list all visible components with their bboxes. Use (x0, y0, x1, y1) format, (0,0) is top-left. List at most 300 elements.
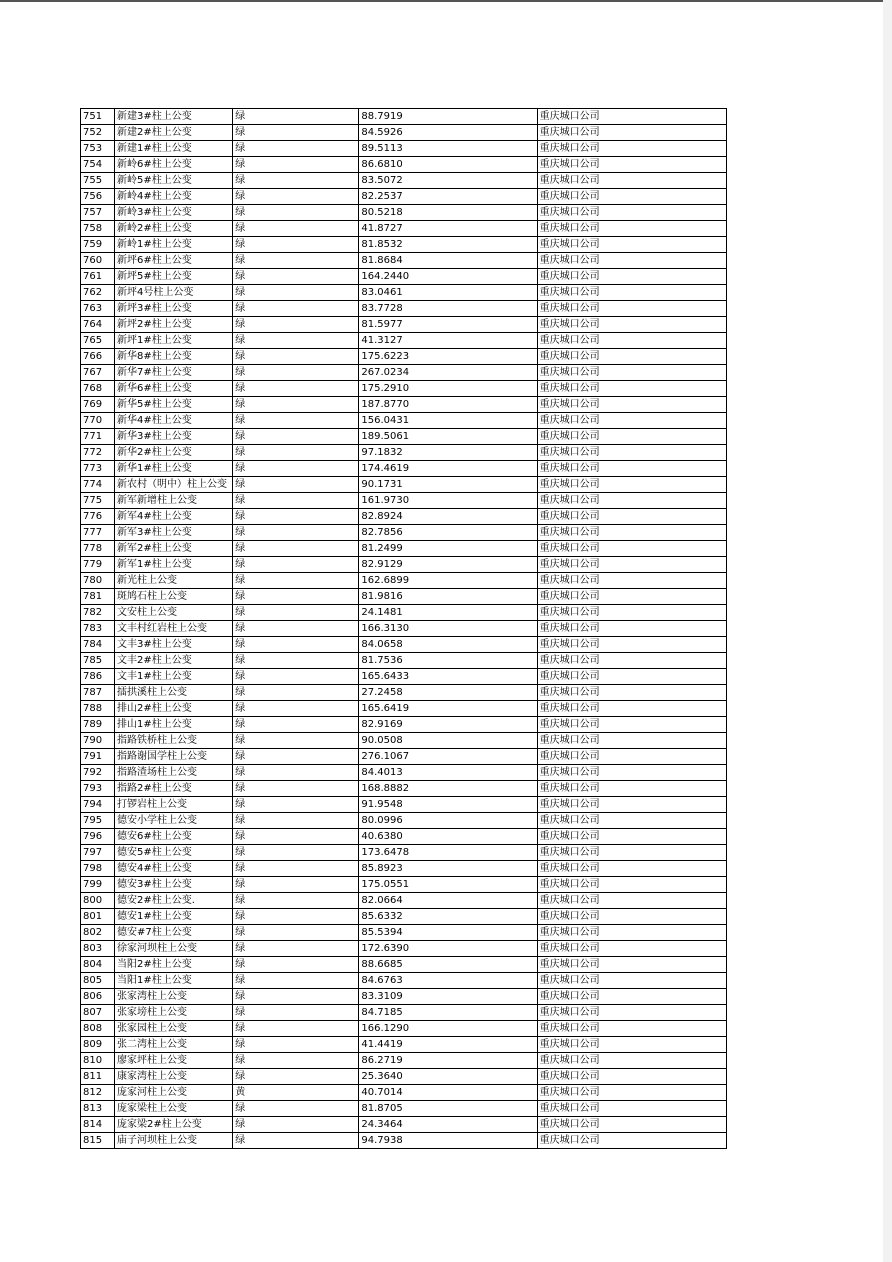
row-number-cell: 806 (81, 989, 115, 1005)
row-number-cell: 759 (81, 237, 115, 253)
company-cell: 重庆城口公司 (537, 685, 726, 701)
company-cell: 重庆城口公司 (537, 173, 726, 189)
row-number-cell: 778 (81, 541, 115, 557)
transformer-name-cell: 德安2#柱上公变. (115, 893, 233, 909)
status-color-cell: 绿 (233, 125, 359, 141)
transformer-name-cell: 文丰村红岩柱上公变 (115, 621, 233, 637)
row-number-cell: 807 (81, 1005, 115, 1021)
row-number-cell: 796 (81, 829, 115, 845)
transformer-name-cell: 文丰3#柱上公变 (115, 637, 233, 653)
company-cell: 重庆城口公司 (537, 669, 726, 685)
company-cell: 重庆城口公司 (537, 461, 726, 477)
row-number-cell: 751 (81, 109, 115, 125)
status-color-cell: 绿 (233, 1117, 359, 1133)
table-row (81, 1037, 727, 1053)
row-number-cell: 762 (81, 285, 115, 301)
table-row (81, 493, 727, 509)
company-cell: 重庆城口公司 (537, 317, 726, 333)
company-cell: 重庆城口公司 (537, 733, 726, 749)
status-color-cell: 绿 (233, 269, 359, 285)
table-body (81, 109, 727, 1149)
table-row (81, 173, 727, 189)
value-cell: 81.5977 (359, 317, 537, 333)
transformer-name-cell: 新华1#柱上公变 (115, 461, 233, 477)
status-color-cell: 绿 (233, 381, 359, 397)
company-cell: 重庆城口公司 (537, 925, 726, 941)
row-number-cell: 811 (81, 1069, 115, 1085)
transformer-name-cell: 新岭5#柱上公变 (115, 173, 233, 189)
company-cell: 重庆城口公司 (537, 301, 726, 317)
status-color-cell: 绿 (233, 173, 359, 189)
row-number-cell: 800 (81, 893, 115, 909)
value-cell: 82.8924 (359, 509, 537, 525)
company-cell: 重庆城口公司 (537, 1133, 726, 1149)
table-row (81, 1133, 727, 1149)
row-number-cell: 763 (81, 301, 115, 317)
table-row (81, 109, 727, 125)
value-cell: 84.7185 (359, 1005, 537, 1021)
transformer-name-cell: 新岭1#柱上公变 (115, 237, 233, 253)
value-cell: 162.6899 (359, 573, 537, 589)
company-cell: 重庆城口公司 (537, 205, 726, 221)
status-color-cell: 绿 (233, 669, 359, 685)
transformer-name-cell: 新坪4号柱上公变 (115, 285, 233, 301)
status-color-cell: 绿 (233, 637, 359, 653)
value-cell: 83.0461 (359, 285, 537, 301)
transformer-name-cell: 指路铁桥柱上公变 (115, 733, 233, 749)
company-cell: 重庆城口公司 (537, 989, 726, 1005)
transformer-name-cell: 新华7#柱上公变 (115, 365, 233, 381)
company-cell: 重庆城口公司 (537, 541, 726, 557)
row-number-cell: 802 (81, 925, 115, 941)
status-color-cell: 绿 (233, 701, 359, 717)
transformer-table (80, 108, 727, 1149)
status-color-cell: 黄 (233, 1085, 359, 1101)
company-cell: 重庆城口公司 (537, 893, 726, 909)
value-cell: 84.5926 (359, 125, 537, 141)
transformer-name-cell: 文丰1#柱上公变 (115, 669, 233, 685)
transformer-name-cell: 庙子河坝柱上公变 (115, 1133, 233, 1149)
value-cell: 81.2499 (359, 541, 537, 557)
transformer-name-cell: 德安6#柱上公变 (115, 829, 233, 845)
row-number-cell: 815 (81, 1133, 115, 1149)
transformer-name-cell: 斑鸠石柱上公变 (115, 589, 233, 605)
value-cell: 82.2537 (359, 189, 537, 205)
company-cell: 重庆城口公司 (537, 189, 726, 205)
status-color-cell: 绿 (233, 605, 359, 621)
status-color-cell: 绿 (233, 1069, 359, 1085)
row-number-cell: 788 (81, 701, 115, 717)
value-cell: 27.2458 (359, 685, 537, 701)
row-number-cell: 798 (81, 861, 115, 877)
row-number-cell: 777 (81, 525, 115, 541)
company-cell: 重庆城口公司 (537, 349, 726, 365)
row-number-cell: 761 (81, 269, 115, 285)
row-number-cell: 755 (81, 173, 115, 189)
status-color-cell: 绿 (233, 733, 359, 749)
company-cell: 重庆城口公司 (537, 621, 726, 637)
value-cell: 81.8532 (359, 237, 537, 253)
row-number-cell: 793 (81, 781, 115, 797)
company-cell: 重庆城口公司 (537, 445, 726, 461)
value-cell: 165.6433 (359, 669, 537, 685)
row-number-cell: 754 (81, 157, 115, 173)
status-color-cell: 绿 (233, 1005, 359, 1021)
value-cell: 175.0551 (359, 877, 537, 893)
company-cell: 重庆城口公司 (537, 557, 726, 573)
row-number-cell: 787 (81, 685, 115, 701)
table-row (81, 461, 727, 477)
row-number-cell: 797 (81, 845, 115, 861)
company-cell: 重庆城口公司 (537, 717, 726, 733)
transformer-name-cell: 新军4#柱上公变 (115, 509, 233, 525)
status-color-cell: 绿 (233, 797, 359, 813)
status-color-cell: 绿 (233, 893, 359, 909)
value-cell: 82.0664 (359, 893, 537, 909)
status-color-cell: 绿 (233, 621, 359, 637)
status-color-cell: 绿 (233, 461, 359, 477)
row-number-cell: 752 (81, 125, 115, 141)
value-cell: 24.3464 (359, 1117, 537, 1133)
transformer-name-cell: 排山2#柱上公变 (115, 701, 233, 717)
row-number-cell: 805 (81, 973, 115, 989)
transformer-name-cell: 德安4#柱上公变 (115, 861, 233, 877)
row-number-cell: 771 (81, 429, 115, 445)
status-color-cell: 绿 (233, 1037, 359, 1053)
company-cell: 重庆城口公司 (537, 477, 726, 493)
table-row (81, 157, 727, 173)
table-row (81, 589, 727, 605)
transformer-name-cell: 指路2#柱上公变 (115, 781, 233, 797)
value-cell: 81.9816 (359, 589, 537, 605)
company-cell: 重庆城口公司 (537, 845, 726, 861)
transformer-name-cell: 新建1#柱上公变 (115, 141, 233, 157)
status-color-cell: 绿 (233, 333, 359, 349)
company-cell: 重庆城口公司 (537, 1021, 726, 1037)
company-cell: 重庆城口公司 (537, 1101, 726, 1117)
company-cell: 重庆城口公司 (537, 781, 726, 797)
company-cell: 重庆城口公司 (537, 637, 726, 653)
transformer-name-cell: 文安柱上公变 (115, 605, 233, 621)
table-row (81, 781, 727, 797)
value-cell: 81.8705 (359, 1101, 537, 1117)
transformer-name-cell: 新光柱上公变 (115, 573, 233, 589)
value-cell: 90.0508 (359, 733, 537, 749)
table-row (81, 573, 727, 589)
company-cell: 重庆城口公司 (537, 525, 726, 541)
transformer-name-cell: 新岭4#柱上公变 (115, 189, 233, 205)
value-cell: 25.3640 (359, 1069, 537, 1085)
row-number-cell: 773 (81, 461, 115, 477)
transformer-name-cell: 当阳2#柱上公变 (115, 957, 233, 973)
row-number-cell: 756 (81, 189, 115, 205)
transformer-name-cell: 张二湾柱上公变 (115, 1037, 233, 1053)
row-number-cell: 795 (81, 813, 115, 829)
transformer-name-cell: 新华8#柱上公变 (115, 349, 233, 365)
transformer-name-cell: 徐家河坝柱上公变 (115, 941, 233, 957)
company-cell: 重庆城口公司 (537, 605, 726, 621)
company-cell: 重庆城口公司 (537, 1117, 726, 1133)
table-row (81, 365, 727, 381)
value-cell: 84.0658 (359, 637, 537, 653)
status-color-cell: 绿 (233, 589, 359, 605)
status-color-cell: 绿 (233, 253, 359, 269)
value-cell: 41.3127 (359, 333, 537, 349)
table-row (81, 861, 727, 877)
value-cell: 168.8882 (359, 781, 537, 797)
row-number-cell: 781 (81, 589, 115, 605)
status-color-cell: 绿 (233, 573, 359, 589)
row-number-cell: 764 (81, 317, 115, 333)
transformer-name-cell: 新军1#柱上公变 (115, 557, 233, 573)
status-color-cell: 绿 (233, 989, 359, 1005)
table-row (81, 381, 727, 397)
company-cell: 重庆城口公司 (537, 861, 726, 877)
transformer-name-cell: 新岭6#柱上公变 (115, 157, 233, 173)
row-number-cell: 779 (81, 557, 115, 573)
transformer-name-cell: 指路谢国学柱上公变 (115, 749, 233, 765)
company-cell: 重庆城口公司 (537, 493, 726, 509)
value-cell: 85.5394 (359, 925, 537, 941)
transformer-name-cell: 德安3#柱上公变 (115, 877, 233, 893)
row-number-cell: 792 (81, 765, 115, 781)
value-cell: 85.8923 (359, 861, 537, 877)
status-color-cell: 绿 (233, 845, 359, 861)
transformer-name-cell: 新坪6#柱上公变 (115, 253, 233, 269)
status-color-cell: 绿 (233, 861, 359, 877)
company-cell: 重庆城口公司 (537, 653, 726, 669)
value-cell: 97.1832 (359, 445, 537, 461)
value-cell: 164.2440 (359, 269, 537, 285)
table-row (81, 1117, 727, 1133)
company-cell: 重庆城口公司 (537, 509, 726, 525)
status-color-cell: 绿 (233, 877, 359, 893)
value-cell: 80.5218 (359, 205, 537, 221)
value-cell: 166.1290 (359, 1021, 537, 1037)
transformer-name-cell: 德安5#柱上公变 (115, 845, 233, 861)
row-number-cell: 812 (81, 1085, 115, 1101)
transformer-name-cell: 新岭2#柱上公变 (115, 221, 233, 237)
value-cell: 82.9169 (359, 717, 537, 733)
table-row (81, 125, 727, 141)
value-cell: 91.9548 (359, 797, 537, 813)
table-row (81, 1021, 727, 1037)
company-cell: 重庆城口公司 (537, 941, 726, 957)
status-color-cell: 绿 (233, 973, 359, 989)
value-cell: 81.7536 (359, 653, 537, 669)
table-row (81, 429, 727, 445)
company-cell: 重庆城口公司 (537, 1005, 726, 1021)
value-cell: 81.8684 (359, 253, 537, 269)
company-cell: 重庆城口公司 (537, 365, 726, 381)
company-cell: 重庆城口公司 (537, 237, 726, 253)
value-cell: 40.6380 (359, 829, 537, 845)
status-color-cell: 绿 (233, 365, 359, 381)
row-number-cell: 794 (81, 797, 115, 813)
company-cell: 重庆城口公司 (537, 141, 726, 157)
status-color-cell: 绿 (233, 813, 359, 829)
row-number-cell: 814 (81, 1117, 115, 1133)
transformer-name-cell: 新军新增柱上公变 (115, 493, 233, 509)
status-color-cell: 绿 (233, 781, 359, 797)
value-cell: 166.3130 (359, 621, 537, 637)
row-number-cell: 780 (81, 573, 115, 589)
table-row (81, 349, 727, 365)
value-cell: 40.7014 (359, 1085, 537, 1101)
transformer-name-cell: 新岭3#柱上公变 (115, 205, 233, 221)
value-cell: 165.6419 (359, 701, 537, 717)
table-row (81, 1069, 727, 1085)
status-color-cell: 绿 (233, 525, 359, 541)
row-number-cell: 766 (81, 349, 115, 365)
table-row (81, 445, 727, 461)
row-number-cell: 757 (81, 205, 115, 221)
transformer-name-cell: 新坪2#柱上公变 (115, 317, 233, 333)
row-number-cell: 758 (81, 221, 115, 237)
row-number-cell: 753 (81, 141, 115, 157)
status-color-cell: 绿 (233, 445, 359, 461)
company-cell: 重庆城口公司 (537, 1037, 726, 1053)
row-number-cell: 791 (81, 749, 115, 765)
table-row (81, 765, 727, 781)
transformer-name-cell: 新华4#柱上公变 (115, 413, 233, 429)
page-right-edge (883, 0, 892, 1262)
table-row (81, 1101, 727, 1117)
row-number-cell: 786 (81, 669, 115, 685)
table-row (81, 685, 727, 701)
value-cell: 83.5072 (359, 173, 537, 189)
status-color-cell: 绿 (233, 509, 359, 525)
table-row (81, 253, 727, 269)
table-row (81, 189, 727, 205)
transformer-name-cell: 康家湾柱上公变 (115, 1069, 233, 1085)
value-cell: 41.4419 (359, 1037, 537, 1053)
company-cell: 重庆城口公司 (537, 157, 726, 173)
row-number-cell: 767 (81, 365, 115, 381)
table-row (81, 413, 727, 429)
row-number-cell: 784 (81, 637, 115, 653)
row-number-cell: 770 (81, 413, 115, 429)
value-cell: 83.3109 (359, 989, 537, 1005)
row-number-cell: 813 (81, 1101, 115, 1117)
table-row (81, 301, 727, 317)
company-cell: 重庆城口公司 (537, 909, 726, 925)
value-cell: 84.6763 (359, 973, 537, 989)
status-color-cell: 绿 (233, 749, 359, 765)
table-row (81, 269, 727, 285)
company-cell: 重庆城口公司 (537, 109, 726, 125)
row-number-cell: 808 (81, 1021, 115, 1037)
value-cell: 85.6332 (359, 909, 537, 925)
row-number-cell: 783 (81, 621, 115, 637)
value-cell: 172.6390 (359, 941, 537, 957)
company-cell: 重庆城口公司 (537, 253, 726, 269)
status-color-cell: 绿 (233, 301, 359, 317)
status-color-cell: 绿 (233, 1133, 359, 1149)
status-color-cell: 绿 (233, 157, 359, 173)
company-cell: 重庆城口公司 (537, 413, 726, 429)
status-color-cell: 绿 (233, 941, 359, 957)
company-cell: 重庆城口公司 (537, 429, 726, 445)
row-number-cell: 776 (81, 509, 115, 525)
company-cell: 重庆城口公司 (537, 285, 726, 301)
transformer-name-cell: 新建2#柱上公变 (115, 125, 233, 141)
table-row (81, 205, 727, 221)
status-color-cell: 绿 (233, 237, 359, 253)
transformer-name-cell: 新坪3#柱上公变 (115, 301, 233, 317)
table-row (81, 397, 727, 413)
company-cell: 重庆城口公司 (537, 1085, 726, 1101)
value-cell: 80.0996 (359, 813, 537, 829)
row-number-cell: 803 (81, 941, 115, 957)
table-row (81, 909, 727, 925)
value-cell: 89.5113 (359, 141, 537, 157)
value-cell: 276.1067 (359, 749, 537, 765)
table-row (81, 525, 727, 541)
status-color-cell: 绿 (233, 221, 359, 237)
status-color-cell: 绿 (233, 541, 359, 557)
table-row (81, 237, 727, 253)
company-cell: 重庆城口公司 (537, 1053, 726, 1069)
table-row (81, 317, 727, 333)
status-color-cell: 绿 (233, 189, 359, 205)
transformer-name-cell: 庞家河柱上公变 (115, 1085, 233, 1101)
transformer-name-cell: 文丰2#柱上公变 (115, 653, 233, 669)
value-cell: 189.5061 (359, 429, 537, 445)
table-row (81, 669, 727, 685)
status-color-cell: 绿 (233, 317, 359, 333)
status-color-cell: 绿 (233, 957, 359, 973)
row-number-cell: 769 (81, 397, 115, 413)
row-number-cell: 809 (81, 1037, 115, 1053)
transformer-name-cell: 新坪1#柱上公变 (115, 333, 233, 349)
status-color-cell: 绿 (233, 1021, 359, 1037)
transformer-name-cell: 当阳1#柱上公变 (115, 973, 233, 989)
company-cell: 重庆城口公司 (537, 813, 726, 829)
transformer-name-cell: 新华6#柱上公变 (115, 381, 233, 397)
status-color-cell: 绿 (233, 909, 359, 925)
value-cell: 156.0431 (359, 413, 537, 429)
status-color-cell: 绿 (233, 829, 359, 845)
transformer-name-cell: 打锣岩柱上公变 (115, 797, 233, 813)
status-color-cell: 绿 (233, 1053, 359, 1069)
company-cell: 重庆城口公司 (537, 797, 726, 813)
table-row (81, 925, 727, 941)
table-row (81, 845, 727, 861)
table-row (81, 605, 727, 621)
value-cell: 84.4013 (359, 765, 537, 781)
company-cell: 重庆城口公司 (537, 877, 726, 893)
transformer-name-cell: 张家塝柱上公变 (115, 1005, 233, 1021)
value-cell: 24.1481 (359, 605, 537, 621)
value-cell: 88.7919 (359, 109, 537, 125)
table-row (81, 749, 727, 765)
value-cell: 82.7856 (359, 525, 537, 541)
value-cell: 41.8727 (359, 221, 537, 237)
row-number-cell: 810 (81, 1053, 115, 1069)
transformer-name-cell: 新农村（明中）柱上公变 (115, 477, 233, 493)
value-cell: 175.2910 (359, 381, 537, 397)
company-cell: 重庆城口公司 (537, 765, 726, 781)
company-cell: 重庆城口公司 (537, 125, 726, 141)
value-cell: 161.9730 (359, 493, 537, 509)
table-row (81, 1005, 727, 1021)
table-row (81, 717, 727, 733)
table-row (81, 541, 727, 557)
transformer-name-cell: 新坪5#柱上公变 (115, 269, 233, 285)
transformer-name-cell: 德安小学柱上公变 (115, 813, 233, 829)
table-row (81, 1053, 727, 1069)
